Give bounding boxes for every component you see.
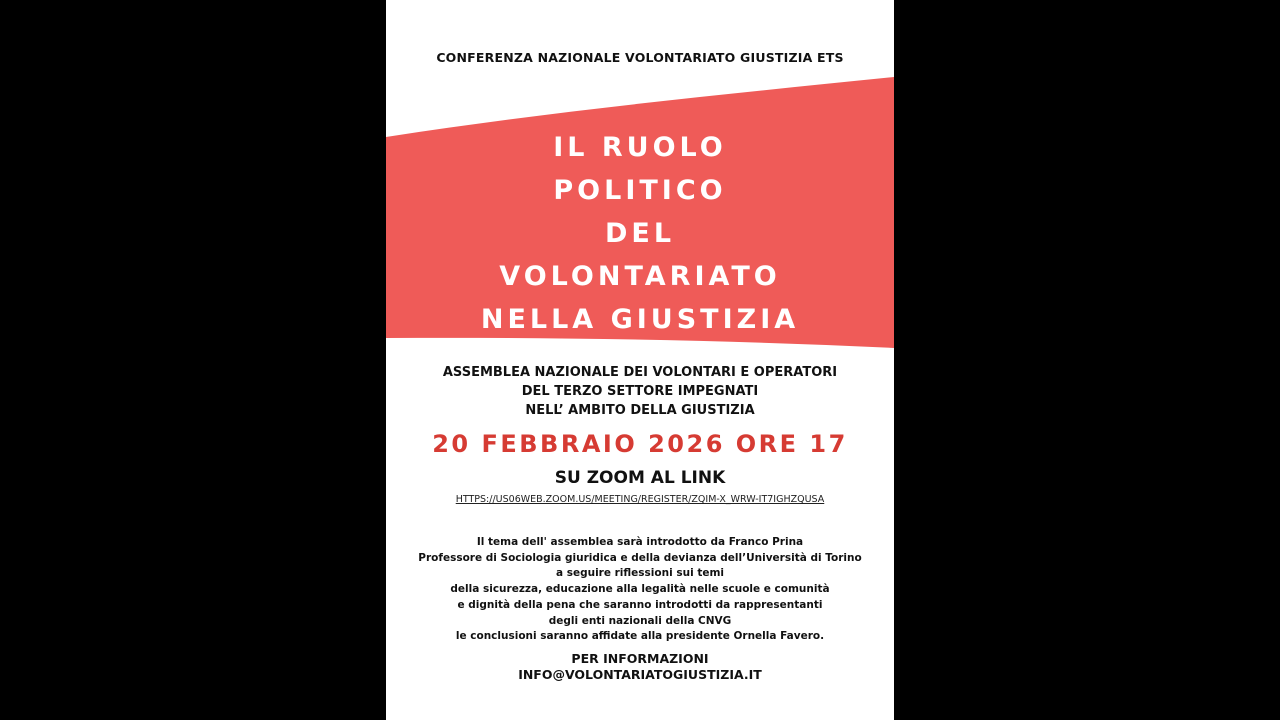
poster-title <box>386 126 894 341</box>
description-line: della sicurezza, educazione alla legalità nelle scuole e comunità <box>450 583 830 596</box>
description-line: a seguire riflessioni sui temi <box>555 567 725 580</box>
zoom-link[interactable]: HTTPS://US06WEB.ZOOM.US/MEETING/REGISTER/ZQIM-X_WRW-IT7IGHZQUSA <box>455 494 825 505</box>
description-line: le conclusioni saranno affidate alla presidente Ornella Favero. <box>455 630 825 643</box>
title-line: IL RUOLO <box>553 132 727 163</box>
organization-name: CONFERENZA NAZIONALE VOLONTARIATO GIUSTIZIA ETS <box>436 50 844 65</box>
subtitle-line: ASSEMBLEA NAZIONALE DEI VOLONTARI E OPERATORI <box>442 365 838 380</box>
contact-info <box>386 651 894 683</box>
subtitle-line: NELL’ AMBITO DELLA GIUSTIZIA <box>525 403 755 418</box>
poster <box>386 0 894 720</box>
assembly-subtitle <box>386 363 894 420</box>
description-line: Professore di Sociologia giuridica e della devianza dell’Università di Torino <box>418 551 862 564</box>
title-line: POLITICO <box>553 175 727 206</box>
info-email[interactable]: INFO@VOLONTARIATOGIUSTIZIA.IT <box>518 667 762 682</box>
title-line: NELLA GIUSTIZIA <box>480 304 800 335</box>
description-line: degli enti nazionali della CNVG <box>548 614 732 627</box>
description-line: e dignità della pena che saranno introdotti da rappresentanti <box>457 598 823 611</box>
subtitle-line: DEL TERZO SETTORE IMPEGNATI <box>521 384 759 399</box>
event-date: 20 FEBBRAIO 2026 ORE 17 <box>432 430 848 458</box>
zoom-label: SU ZOOM AL LINK <box>554 468 726 488</box>
description-line: Il tema dell' assemblea sarà introdotto da Franco Prina <box>476 536 804 548</box>
title-line: DEL <box>604 218 676 249</box>
description <box>386 535 894 645</box>
info-label: PER INFORMAZIONI <box>571 651 709 666</box>
title-line: VOLONTARIATO <box>499 261 781 292</box>
